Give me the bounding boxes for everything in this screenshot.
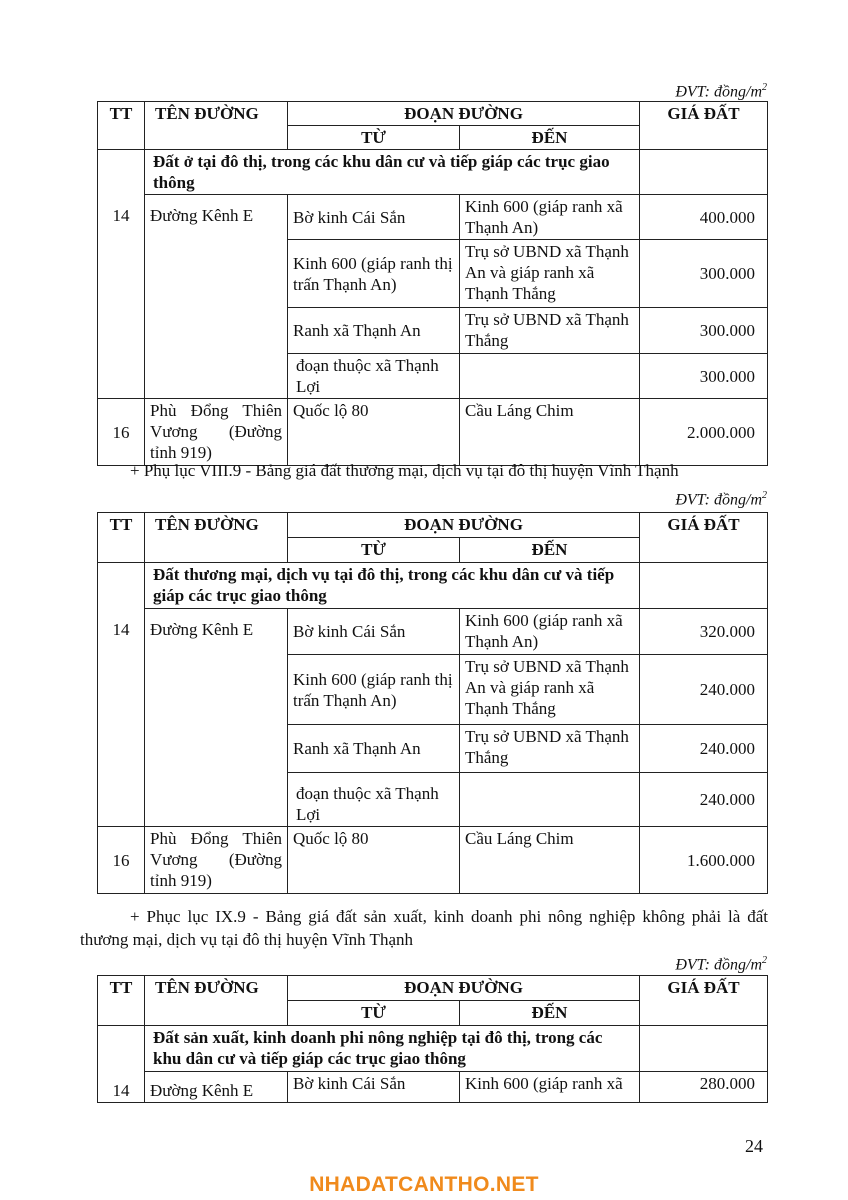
row-den: Kinh 600 (giáp ranh xã Thạnh An) bbox=[460, 195, 640, 240]
row-tt: 14 bbox=[98, 1072, 145, 1103]
row-ten-duong: Phù Đổng Thiên Vương (Đường tỉnh 919) bbox=[145, 827, 288, 894]
row-den bbox=[460, 354, 640, 399]
row-gia: 300.000 bbox=[640, 240, 768, 308]
unit-label: ĐVT: đồng/$m^2$ bbox=[675, 490, 767, 509]
row-gia: 320.000 bbox=[640, 609, 768, 655]
header-tt: TT bbox=[98, 513, 145, 563]
row-den bbox=[460, 773, 640, 827]
section-title: Đất ở tại đô thị, trong các khu dân cư và tiếp giáp các trục giao thông bbox=[145, 150, 640, 195]
header-tu: TỪ bbox=[288, 126, 460, 150]
row-ten-duong: Đường Kênh E bbox=[145, 609, 288, 655]
row-tt: 14 bbox=[98, 195, 145, 240]
header-doan-duong: ĐOẠN ĐƯỜNG bbox=[288, 102, 640, 126]
header-den: ĐẾN bbox=[460, 1001, 640, 1026]
row-ten-duong: Đường Kênh E bbox=[145, 195, 288, 240]
unit-label: ĐVT: đồng/$m^2$ bbox=[675, 955, 767, 974]
row-gia: 2.000.000 bbox=[640, 399, 768, 466]
header-den: ĐẾN bbox=[460, 538, 640, 563]
row-gia: 300.000 bbox=[640, 354, 768, 399]
price-table-commercial bbox=[97, 512, 768, 894]
header-tu: TỪ bbox=[288, 1001, 460, 1026]
header-den: ĐẾN bbox=[460, 126, 640, 150]
footer-watermark: NHADATCANTHO.NET bbox=[309, 1173, 539, 1196]
header-ten-duong: TÊN ĐƯỜNG bbox=[145, 102, 288, 150]
price-table-nonagricultural bbox=[97, 975, 768, 1103]
row-tu: đoạn thuộc xã Thạnh Lợi bbox=[288, 773, 460, 827]
row-gia: 300.000 bbox=[640, 308, 768, 354]
header-doan-duong: ĐOẠN ĐƯỜNG bbox=[288, 513, 640, 538]
row-den: Trụ sở UBND xã Thạnh An và giáp ranh xã Thạnh Thắng bbox=[460, 240, 640, 308]
row-ten-duong: Phù Đổng Thiên Vương (Đường tỉnh 919) bbox=[145, 399, 288, 466]
row-den: Kinh 600 (giáp ranh xã Thạnh An) bbox=[460, 609, 640, 655]
row-den: Trụ sở UBND xã Thạnh An và giáp ranh xã Thạnh Thắng bbox=[460, 655, 640, 725]
section-title: Đất thương mại, dịch vụ tại đô thị, trong các khu dân cư và tiếp giáp các trục giao thông bbox=[145, 563, 640, 609]
row-tu: Quốc lộ 80 bbox=[288, 399, 460, 466]
page-number: 24 bbox=[745, 1136, 763, 1156]
row-tu: Bờ kinh Cái Sắn bbox=[288, 1072, 460, 1103]
row-tu: Quốc lộ 80 bbox=[288, 827, 460, 894]
appendix-heading: + Phục lục IX.9 - Bảng giá đất sản xuất, kinh doanh phi nông nghiệp không phải là đất thương mại, dịch vụ tại đô thị huyện Vĩnh Thạnh bbox=[80, 907, 768, 949]
price-table-residential bbox=[97, 101, 768, 466]
row-gia: 240.000 bbox=[640, 655, 768, 725]
appendix-heading: + Phụ lục VIII.9 - Bảng giá đất thương mại, dịch vụ tại đô thị huyện Vĩnh Thạnh bbox=[130, 461, 679, 480]
header-ten-duong: TÊN ĐƯỜNG bbox=[145, 513, 288, 563]
row-tu: Bờ kinh Cái Sắn bbox=[288, 609, 460, 655]
row-tt: 16 bbox=[98, 399, 145, 466]
header-gia-dat: GIÁ ĐẤT bbox=[640, 102, 768, 150]
row-tt: 14 bbox=[98, 609, 145, 655]
row-den: Trụ sở UBND xã Thạnh Thắng bbox=[460, 725, 640, 773]
row-den: Cầu Láng Chim bbox=[460, 399, 640, 466]
unit-label: ĐVT: đồng/$m^2$ bbox=[675, 82, 767, 101]
section-title: Đất sản xuất, kinh doanh phi nông nghiệp tại đô thị, trong các khu dân cư và tiếp giáp các trục giao thông bbox=[145, 1026, 640, 1072]
row-tt: 16 bbox=[98, 827, 145, 894]
header-gia-dat: GIÁ ĐẤT bbox=[640, 976, 768, 1026]
header-ten-duong: TÊN ĐƯỜNG bbox=[145, 976, 288, 1026]
header-doan-duong: ĐOẠN ĐƯỜNG bbox=[288, 976, 640, 1001]
row-tu: Bờ kinh Cái Sắn bbox=[288, 195, 460, 240]
row-den: Cầu Láng Chim bbox=[460, 827, 640, 894]
row-tu: Ranh xã Thạnh An bbox=[288, 725, 460, 773]
row-gia: 400.000 bbox=[640, 195, 768, 240]
row-tu: Kinh 600 (giáp ranh thị trấn Thạnh An) bbox=[288, 655, 460, 725]
header-tt: TT bbox=[98, 102, 145, 150]
row-tu: Kinh 600 (giáp ranh thị trấn Thạnh An) bbox=[288, 240, 460, 308]
header-tt: TT bbox=[98, 976, 145, 1026]
row-tu: đoạn thuộc xã Thạnh Lợi bbox=[288, 354, 460, 399]
row-gia: 240.000 bbox=[640, 773, 768, 827]
row-tu: Ranh xã Thạnh An bbox=[288, 308, 460, 354]
row-gia: 240.000 bbox=[640, 725, 768, 773]
row-den: Trụ sở UBND xã Thạnh Thắng bbox=[460, 308, 640, 354]
header-tu: TỪ bbox=[288, 538, 460, 563]
row-gia: 1.600.000 bbox=[640, 827, 768, 894]
header-gia-dat: GIÁ ĐẤT bbox=[640, 513, 768, 563]
row-den: Kinh 600 (giáp ranh xã bbox=[460, 1072, 640, 1103]
row-ten-duong: Đường Kênh E bbox=[145, 1072, 288, 1103]
row-gia: 280.000 bbox=[640, 1072, 768, 1103]
